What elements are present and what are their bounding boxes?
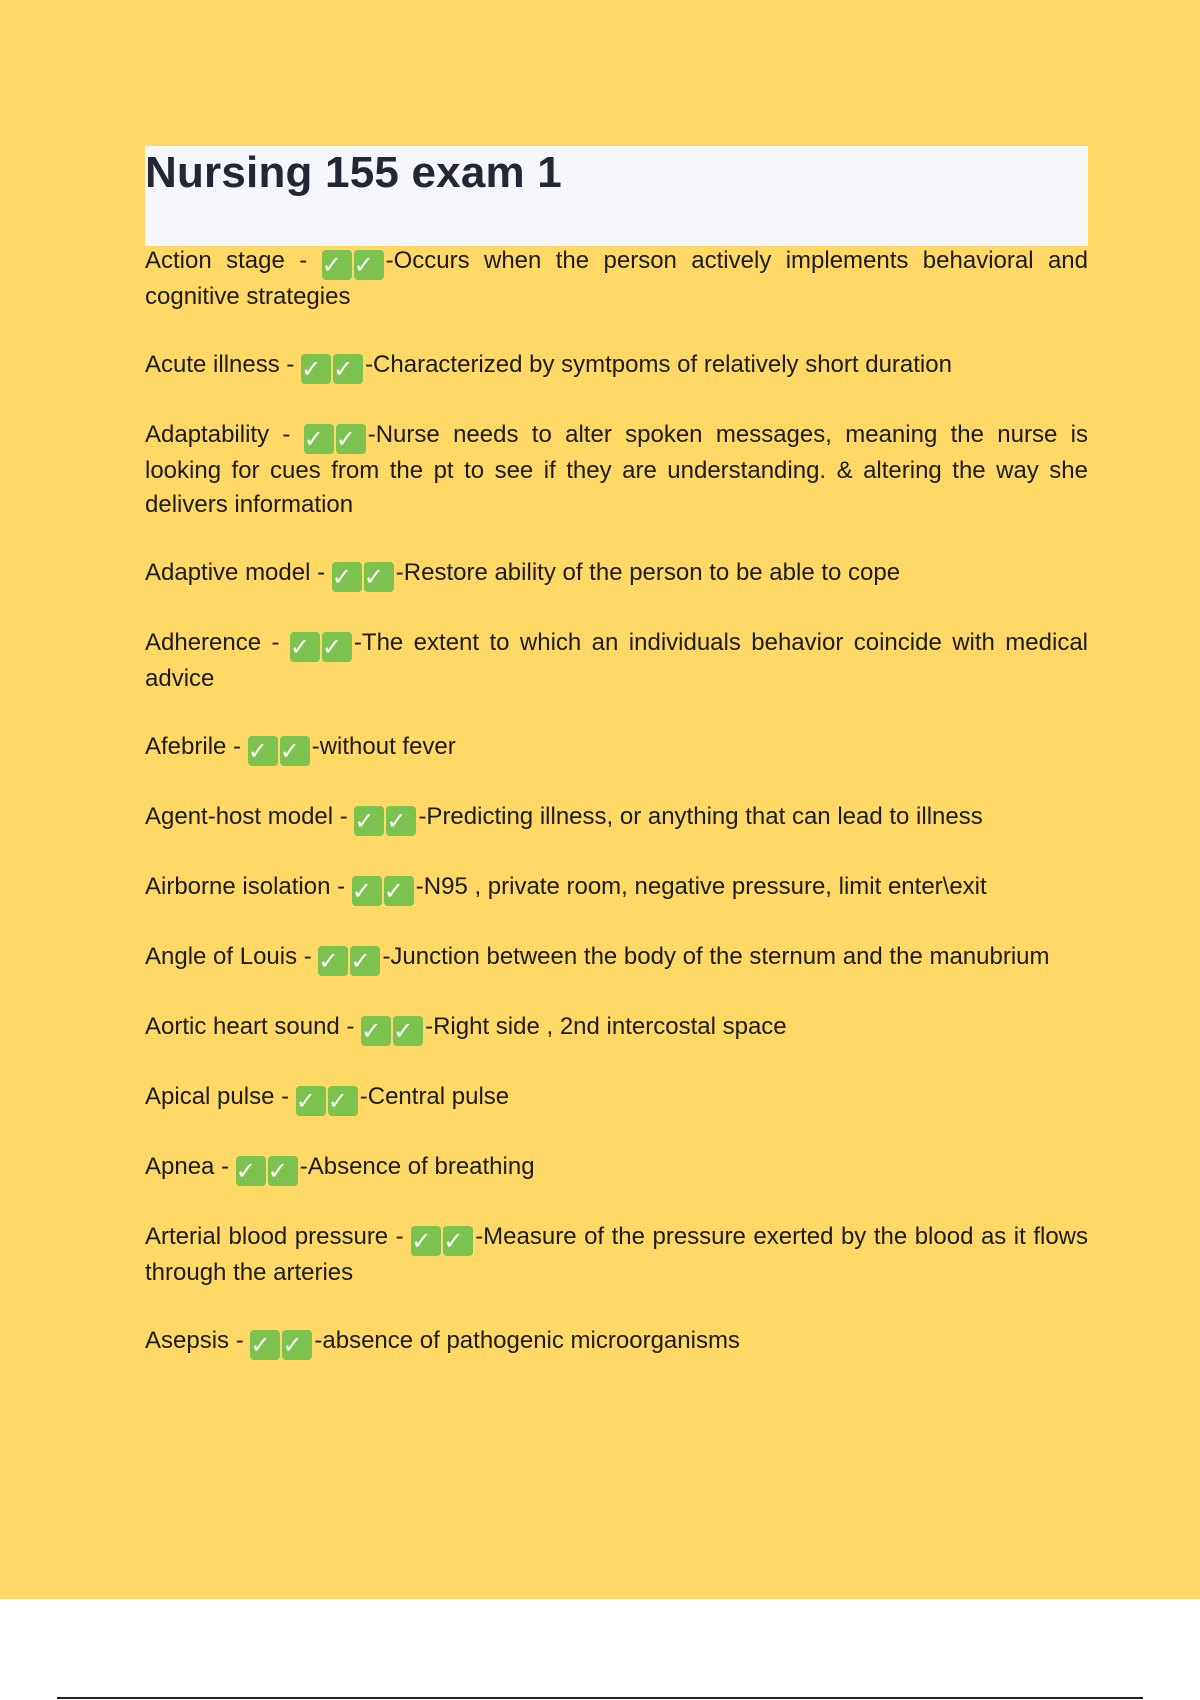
list-item xyxy=(145,244,1088,314)
entry-definition: -Junction between the body of the sternum and the manubrium xyxy=(382,943,1050,970)
entry-separator: - xyxy=(388,1223,412,1250)
check-mark-icon: ✓ xyxy=(350,946,380,976)
list-item xyxy=(145,1150,1088,1186)
check-mark-icon: ✓ xyxy=(352,876,382,906)
entry-term: Airborne isolation xyxy=(145,873,331,900)
list-item xyxy=(145,1010,1088,1046)
check-mark-icon: ✓ xyxy=(393,1016,423,1046)
entry-separator: - xyxy=(297,943,319,970)
entry-definition: -Predicting illness, or anything that can lead to illness xyxy=(418,803,983,830)
list-item xyxy=(145,940,1088,976)
entry-separator: - xyxy=(330,873,352,900)
entry-term: Adaptive model xyxy=(145,559,311,586)
entry-term: Agent-host model xyxy=(145,803,334,830)
document-title: Nursing 155 exam 1 xyxy=(145,148,562,197)
check-mark-icon: ✓ xyxy=(322,632,352,662)
check-mark-icon: ✓ xyxy=(304,424,334,454)
entry-definition: -Measure of the pressure exerted by the blood as it flows through the arteries xyxy=(145,1223,1089,1286)
check-mark-icon: ✓ xyxy=(280,736,310,766)
entry-separator: - xyxy=(226,733,248,760)
check-mark-icon: ✓ xyxy=(333,354,363,384)
check-mark-icon: ✓ xyxy=(322,250,352,280)
entry-term: Apnea xyxy=(145,1153,215,1180)
entry-definition: -Nurse needs to alter spoken messages, meaning the nurse is looking for cues from the pt to see if they are understanding. & altering the way she delivers information xyxy=(145,421,1089,518)
entry-separator: - xyxy=(274,1083,296,1110)
entry-definition: -The extent to which an individuals behavior coincide with medical advice xyxy=(145,629,1089,692)
entry-separator: - xyxy=(339,1013,362,1040)
entry-separator: - xyxy=(279,351,302,378)
entry-definition: -Characterized by symtpoms of relatively short duration xyxy=(365,351,952,378)
entry-term: Angle of Louis xyxy=(145,943,298,970)
check-mark-icon: ✓ xyxy=(290,632,320,662)
entry-separator: - xyxy=(229,1327,251,1354)
check-mark-icon: ✓ xyxy=(250,1330,280,1360)
entry-separator: - xyxy=(310,559,332,586)
entry-term: Adaptability xyxy=(145,421,270,448)
entry-term: Afebrile xyxy=(145,733,227,760)
entry-definition: -absence of pathogenic microorganisms xyxy=(314,1327,740,1354)
entry-definition: -without fever xyxy=(311,733,456,760)
entry-definition: -Central pulse xyxy=(359,1083,510,1110)
check-mark-icon: ✓ xyxy=(301,354,331,384)
check-mark-icon: ✓ xyxy=(248,736,278,766)
entry-separator: - xyxy=(333,803,355,830)
entry-term: Action stage xyxy=(145,247,285,274)
entry-list xyxy=(145,244,1088,1394)
entry-definition: -Occurs when the person actively implements behavioral and cognitive strategies xyxy=(145,247,1088,310)
entry-definition: -N95 , private room, negative pressure, limit enter\exit xyxy=(415,873,987,900)
footer-divider xyxy=(57,1697,1143,1699)
check-mark-icon: ✓ xyxy=(328,1086,358,1116)
list-item xyxy=(145,626,1088,696)
list-item xyxy=(145,1220,1088,1290)
check-mark-icon: ✓ xyxy=(354,250,384,280)
list-item xyxy=(145,1080,1088,1116)
entry-definition: -Right side , 2nd intercostal space xyxy=(425,1013,787,1040)
entry-term: Apical pulse xyxy=(145,1083,275,1110)
list-item xyxy=(145,870,1088,906)
list-item xyxy=(145,800,1088,836)
list-item xyxy=(145,418,1088,522)
list-item xyxy=(145,730,1088,766)
check-mark-icon: ✓ xyxy=(411,1226,441,1256)
entry-term: Aortic heart sound xyxy=(145,1013,340,1040)
entry-definition: -Absence of breathing xyxy=(299,1153,535,1180)
check-mark-icon: ✓ xyxy=(443,1226,473,1256)
check-mark-icon: ✓ xyxy=(384,876,414,906)
entry-separator: - xyxy=(284,247,322,274)
check-mark-icon: ✓ xyxy=(268,1156,298,1186)
entry-separator: - xyxy=(269,421,304,448)
entry-term: Arterial blood pressure xyxy=(145,1223,389,1250)
entry-separator: - xyxy=(261,629,290,656)
entry-definition: -Restore ability of the person to be able to cope xyxy=(395,559,901,586)
entry-separator: - xyxy=(214,1153,236,1180)
check-mark-icon: ✓ xyxy=(236,1156,266,1186)
check-mark-icon: ✓ xyxy=(354,806,384,836)
check-mark-icon: ✓ xyxy=(296,1086,326,1116)
list-item xyxy=(145,348,1088,384)
check-mark-icon: ✓ xyxy=(282,1330,312,1360)
entry-term: Asepsis xyxy=(145,1327,230,1354)
check-mark-icon: ✓ xyxy=(318,946,348,976)
title-box xyxy=(145,146,1088,246)
check-mark-icon: ✓ xyxy=(336,424,366,454)
entry-term: Adherence xyxy=(145,629,262,656)
list-item xyxy=(145,556,1088,592)
entry-term: Acute illness xyxy=(145,351,280,378)
check-mark-icon: ✓ xyxy=(332,562,362,592)
list-item xyxy=(145,1324,1088,1360)
check-mark-icon: ✓ xyxy=(386,806,416,836)
check-mark-icon: ✓ xyxy=(364,562,394,592)
check-mark-icon: ✓ xyxy=(361,1016,391,1046)
